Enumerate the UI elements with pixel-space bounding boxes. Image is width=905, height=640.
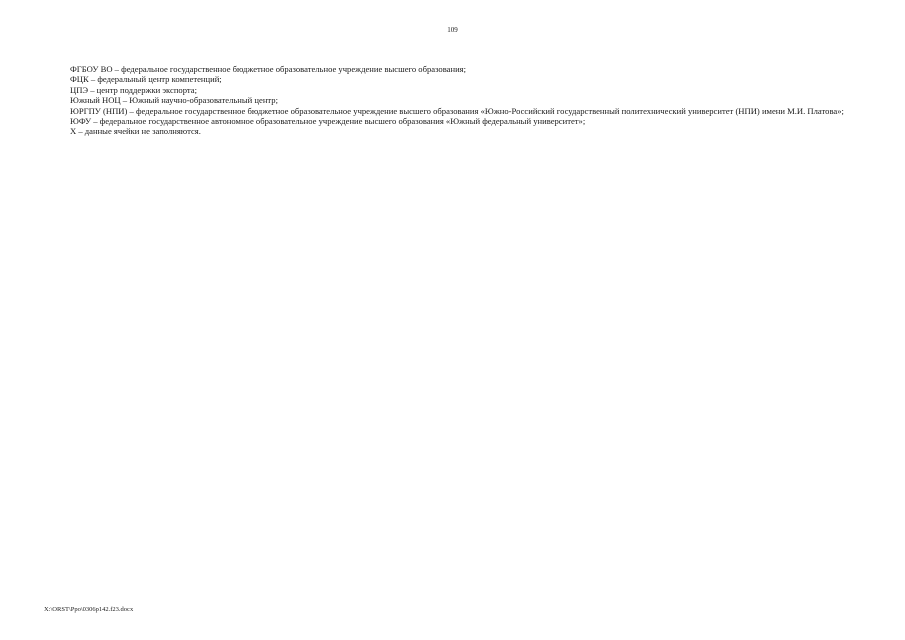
legend-item: ЮФУ – федеральное государственное автономное образовательное учреждение высшего образования «Южный федеральный университет»; bbox=[70, 116, 586, 127]
legend-item: ЮРГПУ (НПИ) – федеральное государственное бюджетное образовательное учреждение высшего образования «Южно-Российский государственный политехнический университет (НПИ) имени М.И. Платова»; bbox=[70, 105, 844, 116]
legend-item: Южный НОЦ – Южный научно-образовательный центр; bbox=[70, 95, 278, 106]
legend-item: ФГБОУ ВО – федеральное государственное бюджетное образовательное учреждение высшего образования; bbox=[70, 64, 467, 74]
abbreviations-legend bbox=[44, 64, 862, 137]
legend-item: ЦПЭ – центр поддержки экспорта; bbox=[70, 84, 197, 95]
legend-item: Х – данные ячейки не заполняются. bbox=[70, 126, 201, 137]
legend-item: ФЦК – федеральный центр компетенций; bbox=[70, 74, 222, 85]
document-file-path: X:\ORST\Ppo\0306p142.f23.docx bbox=[44, 606, 134, 613]
page-number: 109 bbox=[447, 26, 458, 34]
